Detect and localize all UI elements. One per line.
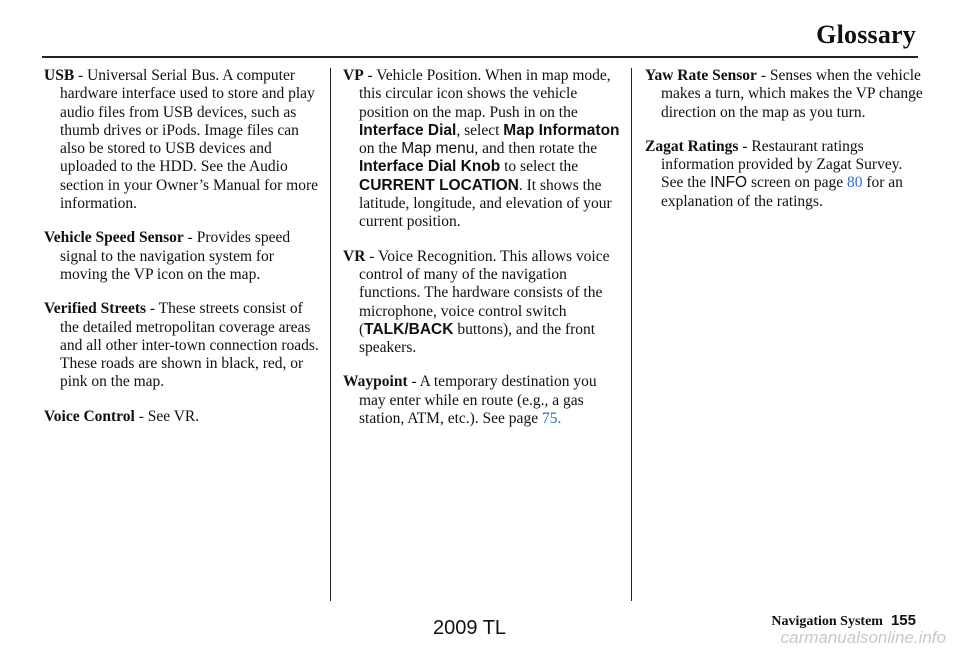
- page-link[interactable]: 80: [846, 174, 863, 192]
- definition-text: - A temporary destination you may enter while en route (e.g., a gas station, ATM, etc.). See page: [359, 373, 597, 428]
- menu-name: Map menu: [401, 140, 475, 158]
- control-name: Interface Dial: [359, 121, 457, 139]
- definition: - Universal Serial Bus. A computer hardware interface used to store and play audio files from USB devices, such as thumb drives or iPods. Image files can also be stored to USB devices and uploaded to the HDD. See the Audio section in your Owner’s Manual for more information.: [60, 67, 318, 213]
- definition-text: . It shows the latitude, longitude, and elevation of your current position.: [359, 176, 612, 231]
- site-watermark: carmanualsonline.info: [780, 628, 946, 647]
- slash: /: [404, 320, 409, 338]
- definition-text: for an explanation of the ratings.: [661, 174, 903, 210]
- page-number: 155: [890, 612, 916, 629]
- definition-text: on the: [359, 140, 402, 158]
- definition-text: , and then rotate the: [474, 140, 598, 158]
- definition-text: to select the: [500, 158, 579, 176]
- term: Zagat Ratings: [645, 137, 739, 155]
- definition-text: , select: [456, 121, 504, 139]
- definition: - See VR.: [134, 407, 200, 425]
- definition: - These streets consist of the detailed metropolitan coverage areas and all other inter-town connection roads. These roads are shown in black, red, or pink on the map.: [60, 300, 319, 391]
- glossary-entry-waypoint: [343, 373, 621, 428]
- column-1: [44, 67, 324, 442]
- definition-text: screen on page: [747, 174, 847, 192]
- glossary-entry-zagat-ratings: [645, 138, 925, 211]
- glossary-entry-yaw-rate-sensor: [645, 67, 925, 122]
- screen-name: INFO: [710, 174, 748, 192]
- menu-item-name: Map Informaton: [503, 121, 620, 139]
- glossary-entry-usb: [44, 67, 324, 213]
- footer-section: Navigation System: [771, 614, 883, 629]
- column-3: [645, 67, 925, 227]
- term: Yaw Rate Sensor: [645, 67, 757, 84]
- column-divider-1: [330, 68, 331, 601]
- column-2: [343, 67, 621, 444]
- glossary-entry-vr: [343, 248, 621, 358]
- term: Vehicle Speed Sensor: [44, 229, 184, 247]
- definition: - Senses when the vehicle makes a turn, which makes the VP change direction on the map as you turn.: [661, 67, 923, 121]
- glossary-entry-vehicle-speed-sensor: [44, 229, 324, 284]
- definition-text: - Restaurant ratings information provided by Zagat Survey. See the: [661, 137, 903, 192]
- control-name: Interface Dial Knob: [359, 158, 501, 176]
- page-link[interactable]: 75.: [541, 410, 562, 428]
- glossary-entry-verified-streets: [44, 300, 324, 391]
- model-watermark: 2009 TL: [433, 617, 507, 639]
- term: VP: [343, 67, 364, 84]
- page-title: Glossary: [816, 20, 916, 49]
- column-divider-2: [631, 68, 632, 601]
- header-rule: [42, 56, 918, 58]
- button-name: TALK: [364, 320, 405, 338]
- term: Voice Control: [44, 407, 135, 425]
- term: Waypoint: [343, 373, 408, 391]
- glossary-entry-voice-control: [44, 408, 324, 426]
- term: USB: [44, 67, 75, 84]
- definition-text: buttons), and the front speakers.: [359, 320, 596, 357]
- definition-text: - Vehicle Position. When in map mode, this circular icon shows the vehicle position on the map. Push in on the: [359, 67, 611, 121]
- definition: - Provides speed signal to the navigation system for moving the VP icon on the map.: [60, 229, 291, 283]
- button-name: BACK: [408, 320, 454, 338]
- term: Verified Streets: [44, 300, 147, 318]
- definition-text: - Voice Recognition. This allows voice control of many of the navigation functions. The hardware consists of the microphone, voice control switch (: [359, 247, 610, 338]
- glossary-entry-vp: [343, 67, 621, 232]
- option-name: CURRENT LOCATION: [359, 176, 519, 194]
- term: VR: [343, 247, 366, 265]
